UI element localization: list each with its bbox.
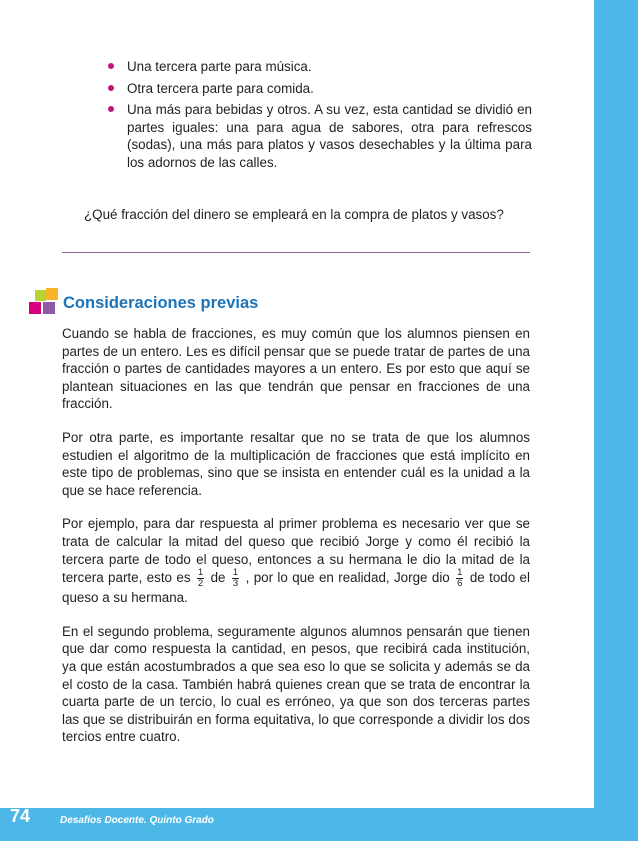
word-de: de [210, 570, 226, 586]
fraction-denominator: 3 [232, 578, 239, 590]
bullet-dot-icon [108, 63, 114, 69]
bullet-dot-icon [108, 106, 114, 112]
bullet-item [108, 58, 532, 76]
bullet-item [108, 80, 532, 98]
fraction-denominator: 2 [197, 578, 204, 590]
bullet-item [108, 101, 532, 171]
green-square-icon [35, 290, 46, 301]
fraction-one-third [232, 568, 239, 589]
fraction-numerator: 1 [457, 567, 463, 579]
right-side-bar [594, 0, 638, 841]
answer-line [62, 252, 530, 253]
pink-square-icon [29, 302, 41, 314]
paragraph-3-part-3: de todo el queso a su hermana. [62, 570, 530, 606]
section-squares-icon [29, 288, 59, 318]
bullet-dot-icon [108, 85, 114, 91]
question-text: ¿Qué fracción del dinero se empleará en la compra de platos y vasos? [84, 207, 504, 222]
paragraph-3-part-1: Por ejemplo, para dar respuesta al primer problema es necesario ver que se trata de calcular la mitad del queso que recibió Jorge y como él recibió la tercera parte de todo el queso, entonces a su hermana le dio la mitad de la tercera parte, esto es [62, 516, 530, 586]
fraction-one-sixth [456, 568, 463, 589]
footer-text: Desafíos Docente. Quinto Grado [60, 815, 214, 826]
page-number: 74 [10, 806, 31, 826]
yellow-square-icon [46, 288, 58, 300]
bullet-list [108, 58, 532, 176]
purple-square-icon [43, 302, 55, 314]
section-title: Consideraciones previas [63, 294, 259, 312]
paragraph-1: Cuando se habla de fracciones, es muy común que los alumnos piensen en partes de un entero. Les es difícil pensar que se puede tratar de partes de una fracción o partes de cantidades mayores a un entero. Es por esto que aquí se plantean situaciones en las que tendrán que pensar en fracciones de una fracción. [62, 326, 530, 412]
fraction-denominator: 6 [457, 578, 463, 590]
paragraph-3 [62, 515, 530, 606]
fraction-numerator: 1 [197, 567, 204, 579]
bullet-text: Otra tercera parte para comida. [127, 80, 314, 96]
paragraph-2: Por otra parte, es importante resaltar que no se trata de que los alumnos estudien el algoritmo de la multiplicación de fracciones que está implícito en este tipo de problemas, sino que se insista en entender cuál es la unidad a la que se hace referencia. [62, 429, 530, 498]
paragraph-4: En el segundo problema, seguramente algunos alumnos pensarán que tienen que dar como respuesta la cantidad, en pesos, que recibirá cada institución, ya que están acostumbrados a que sea eso lo que se solicita y además se da el costo de la casa. También habrá quienes crean que se trata de encontrar la cuarta parte de un tercio, lo cual es erróneo, ya que son dos terceras partes las que se distribuirán en forma equitativa, lo que corresponde a dividir los dos tercios entre cuatro. [62, 623, 530, 745]
paragraph-3-part-2: , por lo que en realidad, Jorge dio [245, 570, 450, 586]
bullet-text: Una tercera parte para música. [127, 59, 312, 74]
bullet-text: Una más para bebidas y otros. A su vez, esta cantidad se dividió en partes iguales: una para agua de sabores, otra para refrescos (sodas), una más para platos y vasos desechables y la última para los adornos de las calles. [127, 102, 532, 170]
fraction-one-half [197, 568, 204, 589]
fraction-numerator: 1 [232, 567, 239, 579]
section-content [62, 325, 530, 762]
